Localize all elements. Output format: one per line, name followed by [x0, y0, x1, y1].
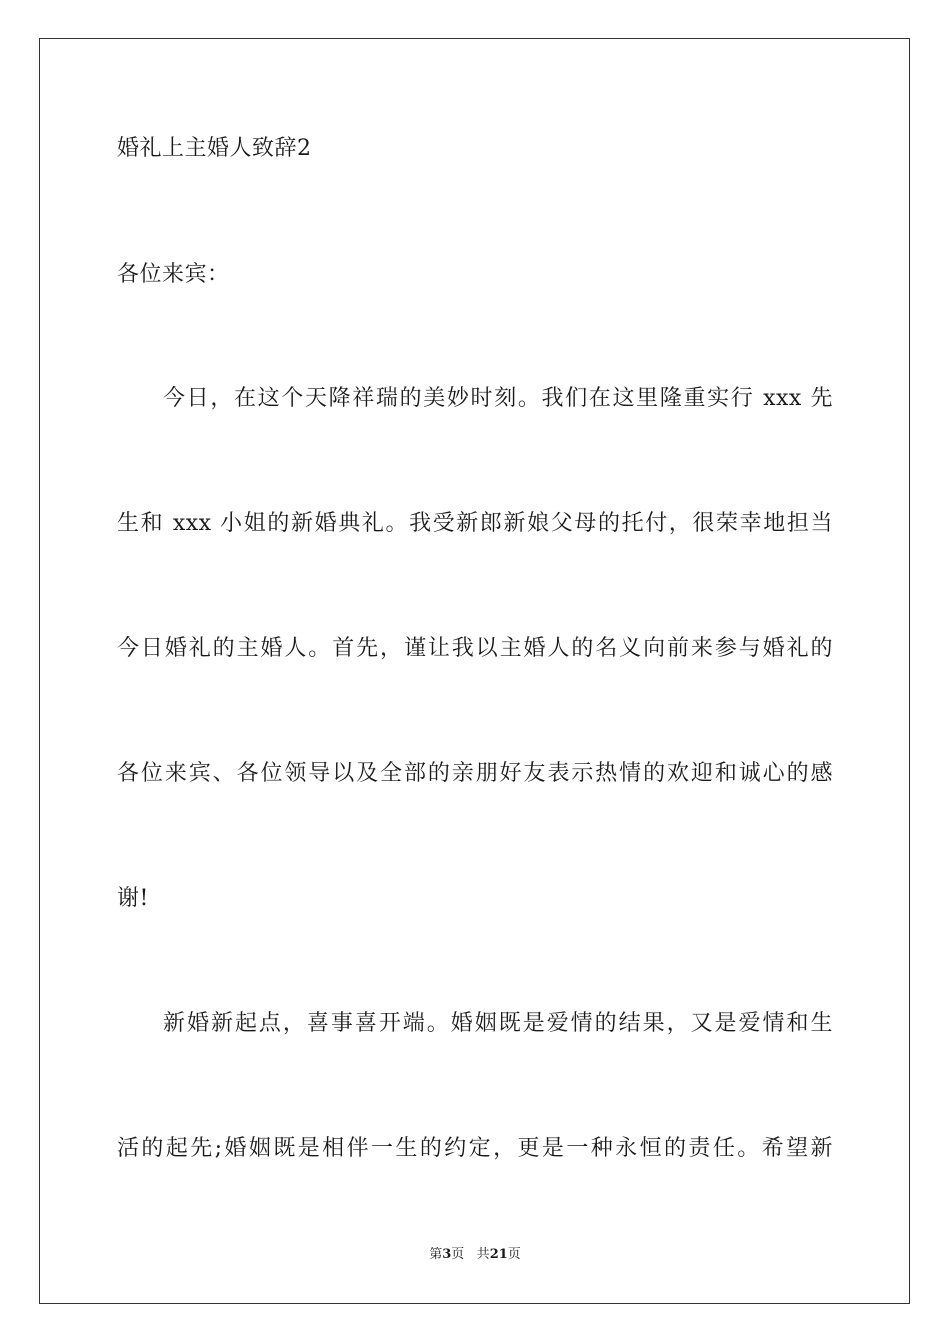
document-title: 婚礼上主婚人致辞2 — [117, 136, 312, 161]
total-prefix: 共 — [476, 1247, 490, 1262]
paragraph-1-line-4: 各位来宾、各位领导以及全部的亲朋好友表示热情的欢迎和诚心的感 — [117, 761, 833, 786]
paragraph-2-line-2: 活的起先;婚姻既是相伴一生的约定，更是一种永恒的责任。希望新 — [117, 1136, 833, 1161]
page-suffix: 页 — [451, 1247, 465, 1262]
paragraph-1-line-3: 今日婚礼的主婚人。首先，谨让我以主婚人的名义向前来参与婚礼的 — [117, 636, 833, 661]
paragraph-1-line-5: 谢! — [117, 886, 149, 911]
paragraph-2-line-1: 新婚新起点，喜事喜开端。婚姻既是爱情的结果，又是爱情和生 — [163, 1011, 833, 1036]
page-prefix: 第 — [429, 1247, 443, 1262]
total-suffix: 页 — [507, 1247, 521, 1262]
page-footer — [0, 1246, 950, 1264]
salutation: 各位来宾： — [117, 262, 230, 287]
page-number: 3 — [442, 1247, 452, 1262]
page-border — [39, 38, 910, 1304]
paragraph-1-line-1: 今日，在这个天降祥瑞的美妙时刻。我们在这里隆重实行 xxx 先 — [163, 386, 833, 411]
paragraph-1-line-2: 生和 xxx 小姐的新婚典礼。我受新郎新娘父母的托付，很荣幸地担当 — [117, 511, 833, 536]
total-pages: 21 — [489, 1247, 508, 1262]
